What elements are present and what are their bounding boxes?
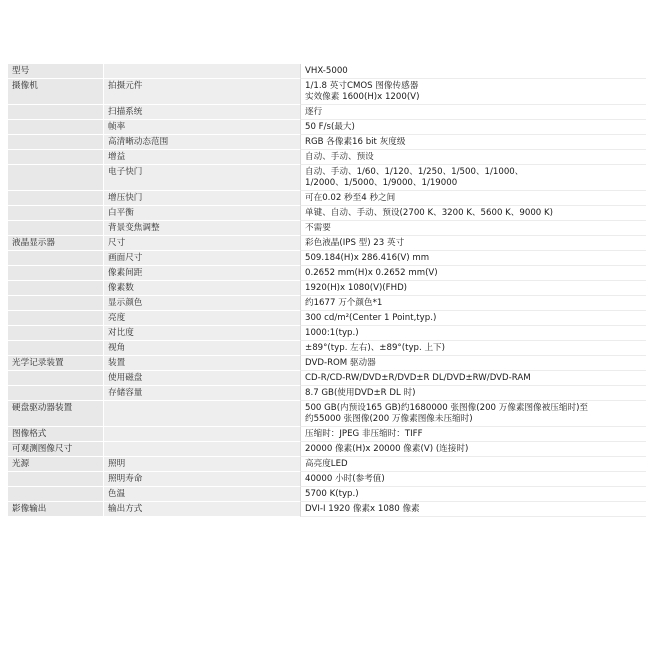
table-row	[8, 401, 646, 427]
row-value: 单键、自动、手动、预设(2700 K、3200 K、5600 K、9000 K)	[300, 206, 646, 221]
table-row	[8, 442, 646, 457]
row-item	[104, 427, 300, 442]
row-category	[8, 341, 104, 356]
row-value: CD-R/CD-RW/DVD±R/DVD±R DL/DVD±RW/DVD-RAM	[300, 371, 646, 386]
row-item: 视角	[104, 341, 300, 356]
row-category	[8, 105, 104, 120]
row-item: 像素数	[104, 281, 300, 296]
row-category	[8, 251, 104, 266]
row-category	[8, 281, 104, 296]
row-item: 照明	[104, 457, 300, 472]
row-value: 约1677 万个颜色*1	[300, 296, 646, 311]
row-value: 20000 像素(H)x 20000 像素(V) (连接时)	[300, 442, 646, 457]
row-category	[8, 487, 104, 502]
row-item: 增益	[104, 150, 300, 165]
row-category	[8, 191, 104, 206]
table-row	[8, 191, 646, 206]
row-value: 5700 K(typ.)	[300, 487, 646, 502]
row-value: 500 GB(内预设165 GB)约1680000 张图像(200 万像素图像被压缩时)至 约55000 张图像(200 万像素图像未压缩时)	[300, 401, 646, 427]
row-value: 0.2652 mm(H)x 0.2652 mm(V)	[300, 266, 646, 281]
row-item: 色温	[104, 487, 300, 502]
row-item: 拍摄元件	[104, 79, 300, 105]
row-value: 40000 小时(参考值)	[300, 472, 646, 487]
table-row	[8, 386, 646, 401]
table-row	[8, 64, 646, 79]
row-value: 彩色液晶(IPS 型) 23 英寸	[300, 236, 646, 251]
row-item: 存储容量	[104, 386, 300, 401]
row-category: 摄像机	[8, 79, 104, 105]
row-value: 1000:1(typ.)	[300, 326, 646, 341]
row-value: 高亮度LED	[300, 457, 646, 472]
row-category: 光源	[8, 457, 104, 472]
table-row	[8, 487, 646, 502]
row-category	[8, 165, 104, 191]
row-item: 使用磁盘	[104, 371, 300, 386]
table-row	[8, 281, 646, 296]
table-row	[8, 251, 646, 266]
table-row	[8, 79, 646, 105]
row-item: 像素间距	[104, 266, 300, 281]
table-row	[8, 356, 646, 371]
row-category: 型号	[8, 64, 104, 79]
table-row	[8, 427, 646, 442]
row-value: 1920(H)x 1080(V)(FHD)	[300, 281, 646, 296]
row-value: 不需要	[300, 221, 646, 236]
row-value: 自动、手动、1/60、1/120、1/250、1/500、1/1000、 1/2000、1/5000、1/9000、1/19000	[300, 165, 646, 191]
row-value: ±89°(typ. 左右)、±89°(typ. 上下)	[300, 341, 646, 356]
row-item: 亮度	[104, 311, 300, 326]
row-category: 液晶显示器	[8, 236, 104, 251]
row-item: 显示颜色	[104, 296, 300, 311]
row-item: 背景变焦调整	[104, 221, 300, 236]
row-item: 画面尺寸	[104, 251, 300, 266]
row-value: 1/1.8 英寸CMOS 图像传感器 实效像素 1600(H)x 1200(V)	[300, 79, 646, 105]
table-row	[8, 165, 646, 191]
row-category: 可观测图像尺寸	[8, 442, 104, 457]
row-category	[8, 120, 104, 135]
row-item: 尺寸	[104, 236, 300, 251]
row-category	[8, 266, 104, 281]
row-item: 对比度	[104, 326, 300, 341]
table-row	[8, 236, 646, 251]
row-value: 8.7 GB(使用DVD±R DL 时)	[300, 386, 646, 401]
row-category	[8, 386, 104, 401]
row-item: 扫描系统	[104, 105, 300, 120]
table-row	[8, 120, 646, 135]
row-category	[8, 206, 104, 221]
row-category	[8, 135, 104, 150]
table-row	[8, 502, 646, 517]
row-category	[8, 150, 104, 165]
spec-table	[8, 64, 646, 517]
row-category: 图像格式	[8, 427, 104, 442]
row-category	[8, 326, 104, 341]
row-item	[104, 442, 300, 457]
table-row	[8, 457, 646, 472]
table-row	[8, 341, 646, 356]
row-value: DVI-I 1920 像素x 1080 像素	[300, 502, 646, 517]
row-value: 可在0.02 秒至4 秒之间	[300, 191, 646, 206]
table-row	[8, 472, 646, 487]
row-category: 硬盘驱动器装置	[8, 401, 104, 427]
row-category	[8, 472, 104, 487]
row-item: 输出方式	[104, 502, 300, 517]
row-item: 照明寿命	[104, 472, 300, 487]
row-value: VHX-5000	[300, 64, 646, 79]
row-item	[104, 401, 300, 427]
row-value: 509.184(H)x 286.416(V) mm	[300, 251, 646, 266]
row-item	[104, 64, 300, 79]
row-category	[8, 221, 104, 236]
spec-table-body	[8, 64, 646, 517]
row-category: 光学记录装置	[8, 356, 104, 371]
row-category: 影像输出	[8, 502, 104, 517]
row-value: RGB 各像素16 bit 灰度级	[300, 135, 646, 150]
row-value: 逐行	[300, 105, 646, 120]
row-value: 50 F/s(最大)	[300, 120, 646, 135]
row-item: 白平衡	[104, 206, 300, 221]
table-row	[8, 296, 646, 311]
row-value: 300 cd/m²(Center 1 Point,typ.)	[300, 311, 646, 326]
table-row	[8, 135, 646, 150]
row-item: 帧率	[104, 120, 300, 135]
row-item: 增压快门	[104, 191, 300, 206]
row-category	[8, 296, 104, 311]
row-item: 电子快门	[104, 165, 300, 191]
row-value: 压缩时：JPEG 非压缩时：TIFF	[300, 427, 646, 442]
table-row	[8, 371, 646, 386]
row-item: 高清晰动态范围	[104, 135, 300, 150]
table-row	[8, 105, 646, 120]
table-row	[8, 311, 646, 326]
row-category	[8, 371, 104, 386]
table-row	[8, 326, 646, 341]
row-category	[8, 311, 104, 326]
table-row	[8, 266, 646, 281]
table-row	[8, 206, 646, 221]
table-row	[8, 150, 646, 165]
row-item: 装置	[104, 356, 300, 371]
row-value: 自动、手动、预设	[300, 150, 646, 165]
row-value: DVD-ROM 驱动器	[300, 356, 646, 371]
table-row	[8, 221, 646, 236]
